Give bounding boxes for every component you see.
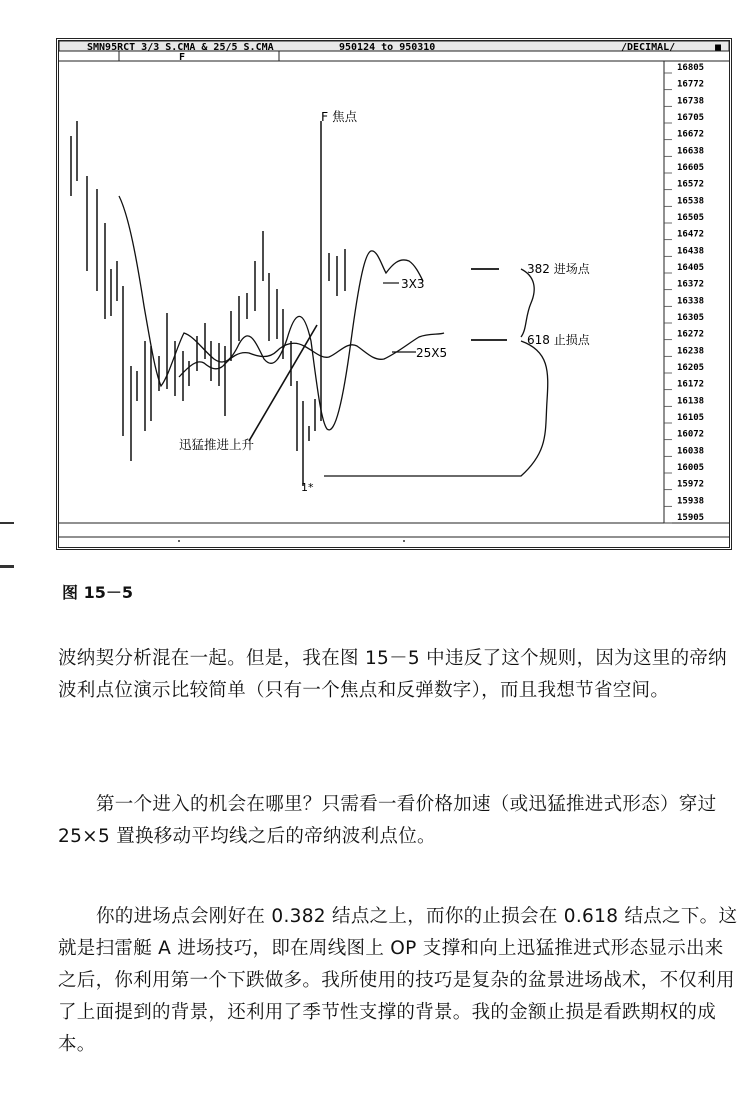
fib-brace-upper (521, 269, 534, 337)
chart-figure (56, 38, 732, 550)
price-tick-label: 16438 (677, 246, 705, 257)
thrust-label: 迅猛推进上升 (179, 437, 255, 452)
price-tick-label: 16205 (677, 363, 705, 373)
fib-brace-lower (324, 341, 548, 476)
focus-label: F 焦点 (321, 109, 358, 124)
price-tick-label: 16705 (677, 113, 705, 123)
price-tick-label: 16305 (677, 313, 705, 323)
paragraph-1: 波纳契分析混在一起。但是，我在图 15－5 中违反了这个规则，因为这里的帝纳波利点位演示比较简单（只有一个焦点和反弹数字），而且我想节省空间。 (58, 648, 727, 701)
price-tick-label: 16272 (677, 329, 705, 340)
price-tick-label: 16072 (677, 429, 705, 440)
price-tick-label: 16138 (677, 396, 705, 407)
price-axis-ticks (664, 63, 704, 523)
stop-label: 618 止损点 (527, 333, 590, 347)
price-tick-label: 16238 (677, 346, 705, 357)
price-tick-label: 16405 (677, 263, 705, 273)
price-tick-label: 16038 (677, 446, 705, 457)
edge-mark-top (0, 522, 14, 524)
price-tick-label: 16172 (677, 379, 705, 390)
chart-header-corner: ■ (715, 42, 722, 53)
ma-25x5-label: 25X5 (416, 346, 448, 360)
price-tick-label: 16005 (677, 463, 705, 473)
chart-header-left: SMN95RCT 3/3 S.CMA & 25/5 S.CMA (87, 42, 274, 53)
scan-dot-1 (178, 540, 180, 542)
price-tick-label: 16505 (677, 213, 705, 223)
price-bars (71, 121, 345, 486)
price-tick-label: 16738 (677, 96, 705, 107)
figure-caption: 图 15－5 (62, 583, 133, 602)
price-tick-label: 16105 (677, 413, 705, 423)
chart-header-dates: 950124 to 950310 (339, 42, 436, 53)
price-tick-label: 16638 (677, 146, 705, 157)
price-chart (59, 41, 729, 547)
price-tick-label: 16472 (677, 229, 705, 240)
paragraph-2: 第一个进入的机会在哪里？只需看一看价格加速（或迅猛推进式形态）穿过 25×5 置换移动平均线之后的帝纳波利点位。 (58, 794, 717, 847)
price-tick-label: 16605 (677, 163, 705, 173)
ma-3x3-label: 3X3 (401, 277, 425, 291)
price-tick-label: 15972 (677, 479, 705, 490)
price-tick-label: 15938 (677, 496, 705, 507)
ma-3x3-line (119, 196, 423, 430)
price-tick-label: 15905 (677, 513, 705, 523)
price-tick-label: 16772 (677, 79, 705, 90)
price-tick-label: 16538 (677, 196, 705, 207)
pivot-label: 1* (301, 481, 314, 494)
paragraph-3: 你的进场点会刚好在 0.382 结点之上，而你的止损会在 0.618 结点之下。这就是扫雷艇 A 进场技巧，即在周线图上 OP 支撑和向上迅猛推进式形态显示出来之后，你利用第一个下跌做多。我所使用的技巧是复杂的盆景进场战术，不仅利用了上面提到的背景，还利用了季节性支撑的背景。我的金额止损是看跌期权的成本。 (58, 906, 738, 1055)
chart-sub-marker: F (179, 52, 186, 63)
entry-label: 382 进场点 (527, 262, 590, 276)
price-tick-label: 16372 (677, 279, 705, 290)
price-tick-label: 16805 (677, 63, 705, 73)
price-tick-label: 16672 (677, 129, 705, 140)
scan-dot-2 (403, 540, 405, 542)
price-tick-label: 16572 (677, 179, 705, 190)
chart-header-scale: /DECIMAL/ (621, 42, 676, 53)
edge-mark-bottom (0, 565, 14, 568)
price-tick-label: 16338 (677, 296, 705, 307)
